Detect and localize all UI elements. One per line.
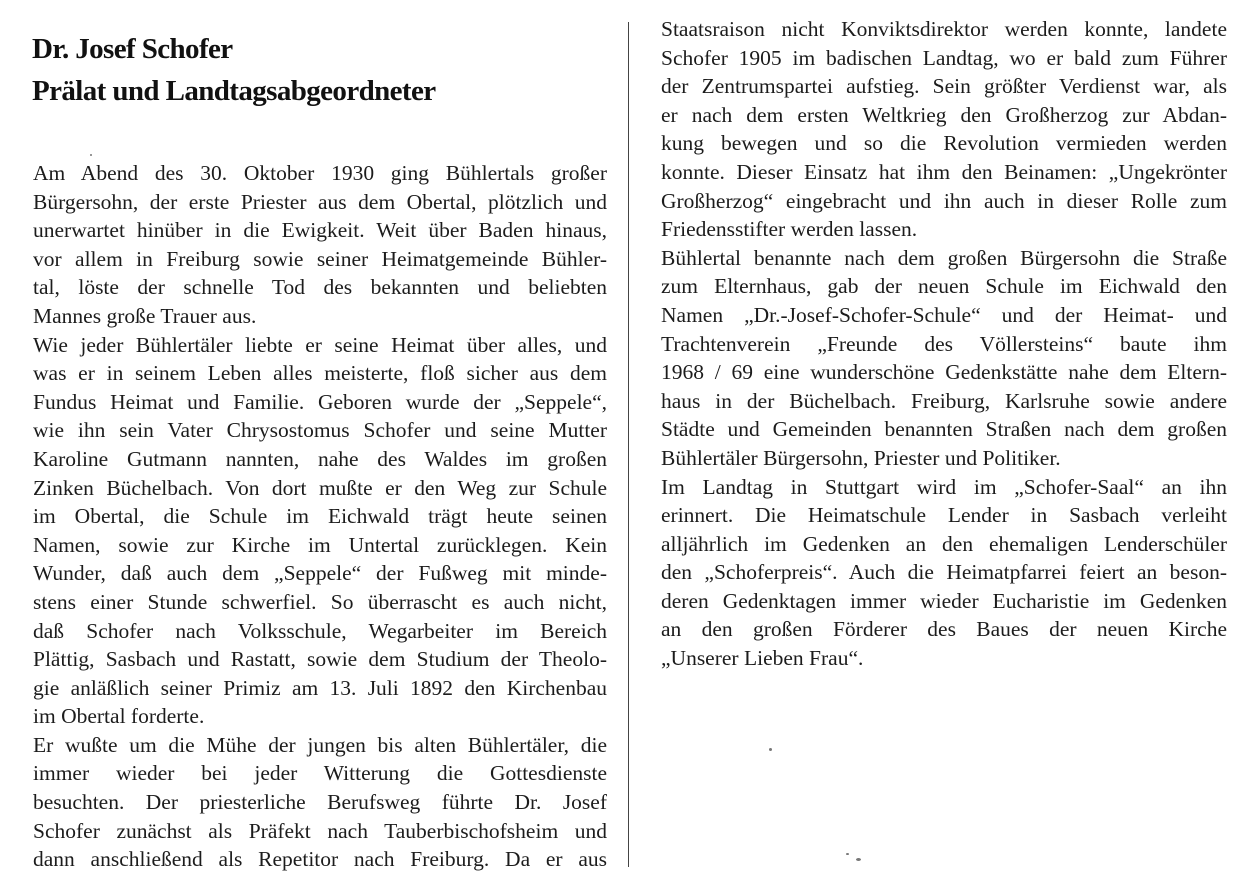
text-line: Städte und Gemeinden benannten Straßen nach dem großen <box>661 417 1227 442</box>
paragraph <box>33 731 607 874</box>
text-line: alljährlich im Gedenken an den ehemaligen Lenderschüler <box>661 531 1227 556</box>
paragraph <box>33 159 607 331</box>
paragraph <box>33 331 607 731</box>
text-line: Am Abend des 30. Oktober 1930 ging Bühlertals großer <box>33 161 607 185</box>
article-title-line-2: Prälat und Landtagsabgeordneter <box>32 75 436 107</box>
text-line: immer wieder bei jeder Witterung die Gottesdienste <box>33 761 607 786</box>
text-line: stens einer Stunde schwerfiel. So überrascht es auch nicht, <box>33 589 607 614</box>
text-line: Großherzog“ eingebracht und ihn auch in dieser Rolle zum <box>661 188 1227 213</box>
paragraph <box>661 244 1227 473</box>
scan-speck <box>769 748 772 751</box>
text-line: der Zentrumspartei aufstieg. Sein größter Verdienst war, als <box>661 74 1227 99</box>
text-line: deren Gedenktagen immer wieder Eucharistie im Gedenken <box>661 588 1227 613</box>
left-text-column <box>33 159 607 874</box>
text-line: unerwartet hinüber in die Ewigkeit. Weit über Baden hinaus, <box>33 218 607 243</box>
text-line: Bürgersohn, der erste Priester aus dem Obertal, plötzlich und <box>33 189 607 214</box>
text-line: Er wußte um die Mühe der jungen bis alten Bühlertäler, die <box>33 732 607 757</box>
text-line: was er in seinem Leben alles meisterte, floß sicher aus dem <box>33 361 607 386</box>
text-line: tal, löste der schnelle Tod des bekannten und beliebten <box>33 275 607 300</box>
right-text-column <box>661 15 1227 673</box>
scan-speck <box>90 154 92 156</box>
text-line: 1968 / 69 eine wunderschöne Gedenkstätte nahe dem Eltern- <box>661 360 1227 385</box>
text-line: Fundus Heimat und Familie. Geboren wurde der „Seppele“, <box>33 389 607 414</box>
text-line: Schofer 1905 im badischen Landtag, wo er bald zum Führer <box>661 45 1227 70</box>
paragraph <box>661 15 1227 244</box>
text-line: Zinken Büchelbach. Von dort mußte er den Weg zur Schule <box>33 475 607 500</box>
text-line: daß Schofer nach Volksschule, Wegarbeiter im Bereich <box>33 618 607 643</box>
text-line: Namen „Dr.-Josef-Schofer-Schule“ und der Heimat- und <box>661 302 1227 327</box>
scan-speck <box>846 853 849 855</box>
text-line: Friedensstifter werden lassen. <box>661 217 918 242</box>
text-line: kung bewegen und so die Revolution vermieden werden <box>661 131 1227 156</box>
text-line: den „Schoferpreis“. Auch die Heimatpfarrei feiert an beson- <box>661 560 1227 585</box>
text-line: Wunder, daß auch dem „Seppele“ der Fußweg mit minde- <box>33 561 607 586</box>
scan-speck <box>856 858 861 861</box>
text-line: im Obertal, die Schule im Eichwald trägt heute seinen <box>33 504 607 529</box>
text-line: vor allem in Freiburg sowie seiner Heimatgemeinde Bühler- <box>33 246 607 271</box>
text-line: Bühlertal benannte nach dem großen Bürgersohn die Straße <box>661 245 1227 270</box>
text-line: „Unserer Lieben Frau“. <box>661 646 864 671</box>
text-line: zum Elternhaus, gab der neuen Schule im Eichwald den <box>661 274 1227 299</box>
paragraph <box>661 473 1227 673</box>
column-divider <box>628 22 629 867</box>
text-line: besuchten. Der priesterliche Berufsweg führte Dr. Josef <box>33 790 607 815</box>
text-line: im Obertal forderte. <box>33 704 205 729</box>
text-line: Wie jeder Bühlertäler liebte er seine Heimat über alles, und <box>33 332 607 357</box>
text-line: erinnert. Die Heimatschule Lender in Sasbach verleiht <box>661 503 1227 528</box>
text-line: Namen, sowie zur Kirche im Untertal zurücklegen. Kein <box>33 532 607 557</box>
article-title <box>32 28 436 112</box>
text-line: er nach dem ersten Weltkrieg den Großherzog zur Abdan- <box>661 102 1227 127</box>
text-line: wie ihn sein Vater Chrysostomus Schofer und seine Mutter <box>33 418 607 443</box>
text-line: Im Landtag in Stuttgart wird im „Schofer-Saal“ an ihn <box>661 474 1227 499</box>
text-line: Karoline Gutmann nannten, nahe des Waldes im großen <box>33 446 607 471</box>
text-line: Staatsraison nicht Konviktsdirektor werden konnte, landete <box>661 17 1227 41</box>
text-line: Trachtenverein „Freunde des Völlersteins“ baute ihm <box>661 331 1227 356</box>
text-line: Plättig, Sasbach und Rastatt, sowie dem Studium der Theolo- <box>33 647 607 672</box>
text-line: Bühlertäler Bürgersohn, Priester und Politiker. <box>661 445 1061 470</box>
article-title-line-1: Dr. Josef Schofer <box>32 33 233 65</box>
text-line: Mannes große Trauer aus. <box>33 303 257 328</box>
text-line: haus in der Büchelbach. Freiburg, Karlsruhe sowie andere <box>661 388 1227 413</box>
text-line: gie anläßlich seiner Primiz am 13. Juli 1892 den Kirchenbau <box>33 675 607 700</box>
text-line: Schofer zunächst als Präfekt nach Tauberbischofsheim und <box>33 818 607 843</box>
text-line: dann anschließend als Repetitor nach Freiburg. Da er aus <box>33 847 607 872</box>
text-line: konnte. Dieser Einsatz hat ihm den Beinamen: „Ungekrönter <box>661 159 1227 184</box>
text-line: an den großen Förderer des Baues der neuen Kirche <box>661 617 1227 642</box>
